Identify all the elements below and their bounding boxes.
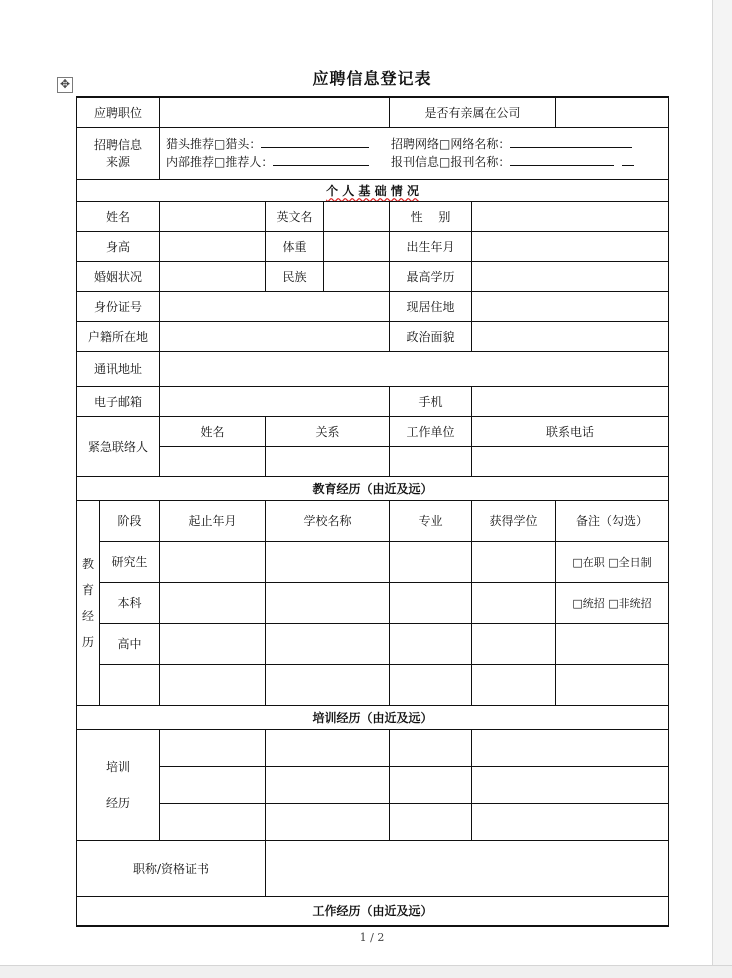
weight-label: 体重: [266, 231, 324, 261]
degree-field[interactable]: [472, 261, 669, 291]
relatives-label: 是否有亲属在公司: [390, 97, 556, 127]
marital-field[interactable]: [160, 261, 266, 291]
internal-input[interactable]: [273, 153, 369, 166]
emergency-relation-field[interactable]: [266, 446, 390, 476]
edu-school-field[interactable]: [266, 623, 390, 664]
hukou-label: 户籍所在地: [77, 321, 160, 351]
edu-header-major: 专业: [390, 500, 472, 541]
training-org-field[interactable]: [266, 729, 390, 766]
name-label: 姓名: [77, 201, 160, 231]
relatives-field[interactable]: [556, 97, 669, 127]
email-field[interactable]: [160, 386, 390, 416]
headhunter-input[interactable]: [261, 135, 369, 148]
political-field[interactable]: [472, 321, 669, 351]
id-field[interactable]: [160, 291, 390, 321]
address-label: 通讯地址: [77, 351, 160, 386]
print-input-extra[interactable]: [622, 153, 634, 166]
edu-school-field[interactable]: [266, 664, 390, 705]
training-label-line1: 培训: [106, 759, 131, 774]
edu-major-field[interactable]: [390, 623, 472, 664]
height-field[interactable]: [160, 231, 266, 261]
work-section-header: 工作经历（由近及远）: [77, 896, 669, 926]
edu-degree-field[interactable]: [472, 623, 556, 664]
education-side-label: [77, 500, 100, 705]
residence-label: 现居住地: [390, 291, 472, 321]
emergency-label: 紧急联络人: [77, 416, 160, 476]
page-gap: [0, 965, 732, 978]
ethnic-field[interactable]: [324, 261, 390, 291]
page-number: 1 / 2: [359, 931, 385, 944]
english-name-label: 英文名: [266, 201, 324, 231]
source-line-1: [166, 135, 668, 153]
position-label: 应聘职位: [77, 97, 160, 127]
ethnic-label: 民族: [266, 261, 324, 291]
emergency-header-relation: 关系: [266, 416, 390, 446]
mobile-field[interactable]: [472, 386, 669, 416]
source-options: [160, 127, 669, 179]
edu-stage-highschool: 高中: [100, 623, 160, 664]
training-result-field[interactable]: [472, 803, 669, 840]
gender-field[interactable]: [472, 201, 669, 231]
training-course-field[interactable]: [390, 729, 472, 766]
edu-header-school: 学校名称: [266, 500, 390, 541]
marital-label: 婚姻状况: [77, 261, 160, 291]
edu-note-field[interactable]: [556, 664, 669, 705]
edu-degree-field[interactable]: [472, 582, 556, 623]
edu-note-field[interactable]: [556, 623, 669, 664]
edu-stage-postgrad: 研究生: [100, 541, 160, 582]
training-course-field[interactable]: [390, 803, 472, 840]
training-period-field[interactable]: [160, 803, 266, 840]
hukou-field[interactable]: [160, 321, 390, 351]
personal-section-header: [77, 179, 669, 201]
mobile-label: 手机: [390, 386, 472, 416]
headhunter-option[interactable]: 猎头推荐□猎头：: [166, 137, 262, 151]
degree-label: 最高学历: [390, 261, 472, 291]
network-input[interactable]: [510, 135, 632, 148]
weight-field[interactable]: [324, 231, 390, 261]
edu-period-field[interactable]: [160, 582, 266, 623]
emergency-header-employer: 工作单位: [390, 416, 472, 446]
edu-note-fulltime[interactable]: □在职 □全日制: [556, 541, 669, 582]
emergency-name-field[interactable]: [160, 446, 266, 476]
training-course-field[interactable]: [390, 766, 472, 803]
email-label: 电子邮箱: [77, 386, 160, 416]
address-field[interactable]: [160, 351, 669, 386]
edu-major-field[interactable]: [390, 664, 472, 705]
training-period-field[interactable]: [160, 729, 266, 766]
edu-side-char-3: 经: [81, 608, 94, 623]
edu-school-field[interactable]: [266, 582, 390, 623]
height-label: 身高: [77, 231, 160, 261]
edu-note-unified[interactable]: □统招 □非统招: [556, 582, 669, 623]
edu-period-field[interactable]: [160, 664, 266, 705]
training-label: [77, 729, 160, 840]
edu-header-note: 备注（勾选）: [556, 500, 669, 541]
birth-label: 出生年月: [390, 231, 472, 261]
training-org-field[interactable]: [266, 803, 390, 840]
print-input[interactable]: [510, 153, 614, 166]
edu-period-field[interactable]: [160, 541, 266, 582]
edu-major-field[interactable]: [390, 582, 472, 623]
certificate-field[interactable]: [266, 840, 669, 896]
english-name-field[interactable]: [324, 201, 390, 231]
internal-option[interactable]: 内部推荐□推荐人：: [166, 155, 274, 169]
training-period-field[interactable]: [160, 766, 266, 803]
residence-field[interactable]: [472, 291, 669, 321]
source-line-2: [166, 153, 668, 171]
edu-side-char-2: 育: [81, 582, 94, 597]
move-icon[interactable]: ✥: [57, 77, 73, 93]
edu-header-degree: 获得学位: [472, 500, 556, 541]
emergency-phone-field[interactable]: [472, 446, 669, 476]
id-label: 身份证号: [77, 291, 160, 321]
edu-side-char-4: 历: [81, 634, 94, 649]
gender-label: 性 别: [390, 201, 472, 231]
emergency-header-phone: 联系电话: [472, 416, 669, 446]
source-label-line2: 来源: [106, 155, 131, 169]
education-section-header: 教育经历（由近及远）: [77, 476, 669, 500]
document-title: 应聘信息登记表: [312, 69, 432, 88]
edu-period-field[interactable]: [160, 623, 266, 664]
network-option[interactable]: 招聘网络□网络名称：: [391, 137, 511, 151]
personal-section-title: 个 人 基 础 情 况: [326, 183, 419, 198]
edu-school-field[interactable]: [266, 541, 390, 582]
edu-stage-bachelor: 本科: [100, 582, 160, 623]
edu-header-stage: 阶段: [100, 500, 160, 541]
source-label: [77, 127, 160, 179]
training-label-line2: 经历: [106, 795, 131, 810]
registration-form-table: [76, 96, 669, 927]
edu-header-period: 起止年月: [160, 500, 266, 541]
name-field[interactable]: [160, 201, 266, 231]
emergency-employer-field[interactable]: [390, 446, 472, 476]
training-result-field[interactable]: [472, 766, 669, 803]
source-label-line1: 招聘信息: [94, 138, 143, 152]
political-label: 政治面貌: [390, 321, 472, 351]
emergency-header-name: 姓名: [160, 416, 266, 446]
training-result-field[interactable]: [472, 729, 669, 766]
position-field[interactable]: [160, 97, 390, 127]
edu-side-char-1: 教: [81, 556, 94, 571]
edu-major-field[interactable]: [390, 541, 472, 582]
edu-degree-field[interactable]: [472, 541, 556, 582]
edu-degree-field[interactable]: [472, 664, 556, 705]
birth-field[interactable]: [472, 231, 669, 261]
training-section-header: 培训经历（由近及远）: [77, 705, 669, 729]
page-margin: [713, 0, 732, 977]
training-org-field[interactable]: [266, 766, 390, 803]
certificate-label: 职称/资格证书: [77, 840, 266, 896]
edu-stage-field[interactable]: [100, 664, 160, 705]
print-option[interactable]: 报刊信息□报刊名称：: [391, 155, 511, 169]
